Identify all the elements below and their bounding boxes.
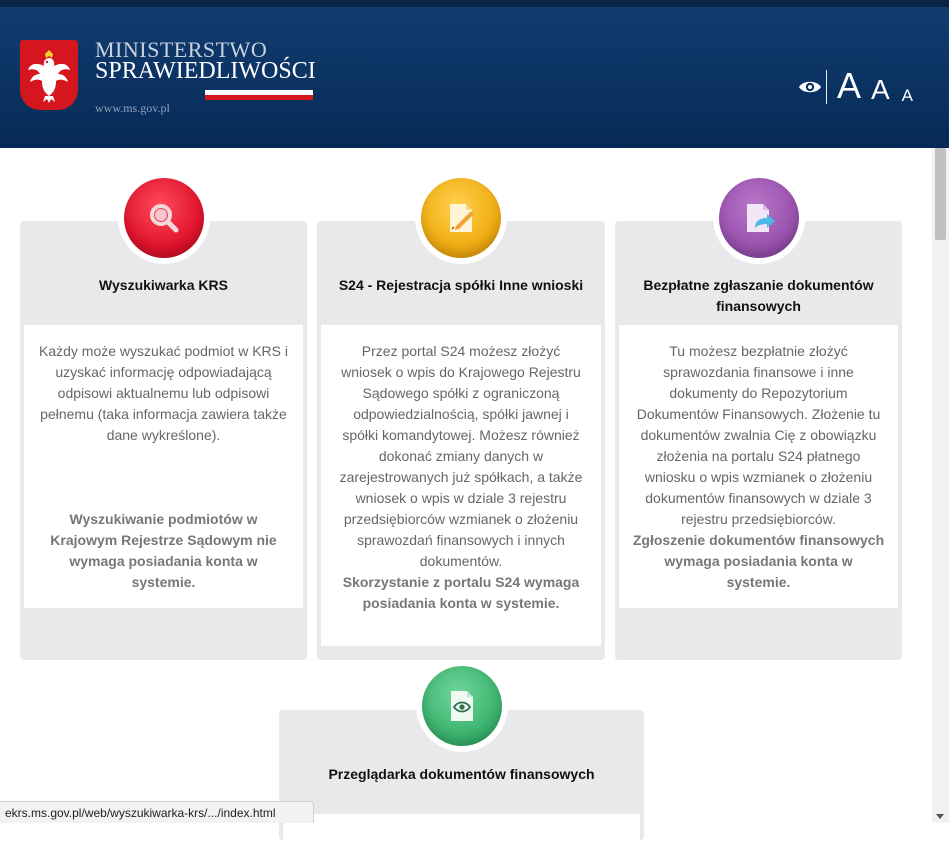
card-s24-registration[interactable]: [317, 221, 605, 660]
document-arrow-icon: [719, 178, 799, 258]
ministry-logo[interactable]: [20, 37, 320, 120]
accessibility-divider: [826, 70, 827, 104]
card-title[interactable]: S24 - Rejestracja spółki Inne wnioski: [338, 277, 584, 293]
accessibility-controls: [798, 64, 913, 104]
card-description-text: Przez portal S24 możesz złożyć wniosek o wpis do Krajowego Rejestru Sądowego spółki z ograniczoną odpowiedzialnością, spółki jawnej i spółki komandytowej. Możesz również dokonać zmiany danych w zarejestrowanych już spółkach, a także wniosek o wpis w dziale 3 rejestru przedsiębiorców wzmianek o złożeniu sprawozdań finansowych i innych dokumentów.: [339, 343, 583, 569]
page-scrollbar[interactable]: [932, 148, 949, 823]
header-top-strip: [0, 0, 949, 7]
card-title[interactable]: Bezpłatne zgłaszanie dokumentów finansowych: [643, 277, 874, 314]
logo-text-sprawiedliwosci: SPRAWIEDLIWOŚCI: [95, 58, 316, 84]
document-eye-icon: [422, 666, 502, 746]
card-title[interactable]: Wyszukiwarka KRS: [99, 277, 228, 293]
card-description: [283, 814, 640, 854]
eye-icon: [798, 79, 822, 95]
card-free-financial-docs[interactable]: [615, 221, 902, 660]
card-description: [321, 325, 601, 646]
flag-stripe: [205, 90, 313, 100]
logo-url: www.ms.gov.pl: [95, 101, 170, 115]
font-size-medium-button[interactable]: A: [870, 74, 890, 105]
browser-status-bar: ekrs.ms.gov.pl/web/wyszukiwarka-krs/.../index.html: [0, 801, 314, 823]
card-description-text: Każdy może wyszukać podmiot w KRS i uzyskać informację odpowiadającą odpisowi aktualnemu lub odpisowi pełnemu (taka informacja zawiera także dane wykreślone).: [39, 343, 288, 443]
card-description: [619, 325, 898, 608]
font-size-small-button[interactable]: A: [901, 86, 913, 105]
scrollbar-thumb[interactable]: [935, 148, 946, 240]
card-note: Wyszukiwanie podmiotów w Krajowym Rejestrze Sądowym nie wymaga posiadania konta w systemie.: [50, 511, 277, 590]
document-pen-icon: [421, 178, 501, 258]
card-description: [24, 325, 303, 608]
site-header: [0, 0, 949, 148]
logo-text-ministerstwo: MINISTERSTWO: [95, 37, 268, 62]
scroll-down-arrow-icon[interactable]: [936, 814, 944, 819]
card-note: Zgłoszenie dokumentów finansowych wymaga posiadania konta w systemie.: [632, 532, 885, 590]
card-krs-search[interactable]: [20, 221, 307, 660]
polish-eagle-icon: [20, 40, 78, 110]
card-title[interactable]: Przeglądarka dokumentów finansowych: [328, 766, 595, 782]
card-description-text: Tu możesz bezpłatnie złożyć sprawozdania finansowe i inne dokumenty do Repozytorium Dokumentów Finansowych. Złożenie tu dokumentów zwalnia Cię z obowiązku złożenia na portalu S24 płatnego wniosku o wpis wzmianek o złożeniu dokumentów finansowych w dziale 3 rejestru przedsiębiorców.: [636, 343, 881, 527]
card-free-docs-icon-ring[interactable]: [713, 172, 805, 264]
card-note: Skorzystanie z portalu S24 wymaga posiadania konta w systemie.: [342, 574, 580, 611]
card-krs-search-icon-ring[interactable]: [118, 172, 210, 264]
card-browser-icon-ring[interactable]: [416, 660, 508, 752]
contrast-toggle-button[interactable]: [798, 70, 822, 104]
magnifier-icon: [124, 178, 204, 258]
font-size-large-button[interactable]: A: [836, 65, 861, 106]
card-s24-icon-ring[interactable]: [415, 172, 507, 264]
